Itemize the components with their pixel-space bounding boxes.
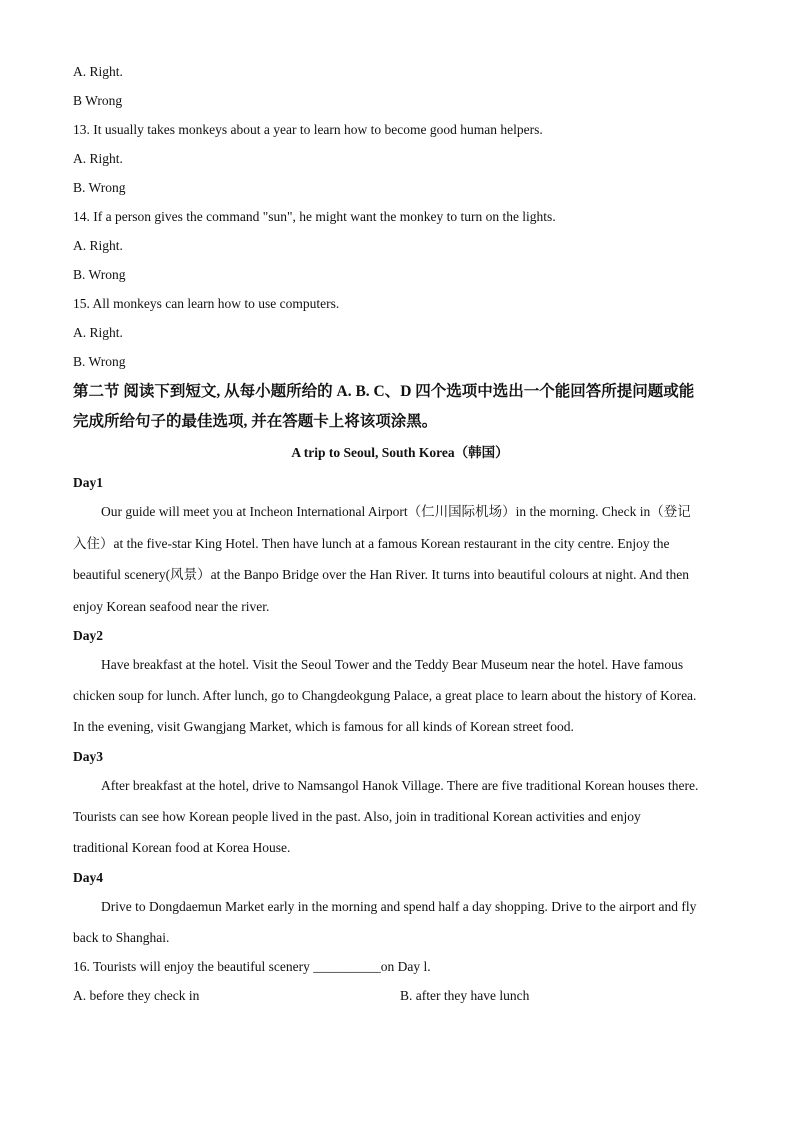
q14-stem: 14. If a person gives the command "sun", he might want the monkey to turn on the lights. — [73, 209, 556, 224]
day1-line: 入住）at the five-star King Hotel. Then have lunch at a famous Korean restaurant in the city centre. Enjoy the — [73, 536, 670, 551]
q12-option-a: A. Right. — [73, 64, 123, 79]
day3-line: traditional Korean food at Korea House. — [73, 840, 291, 855]
day1-line: beautiful scenery(风景）at the Banpo Bridge over the Han River. It turns into beautiful colours at night. And then — [73, 567, 689, 582]
day4-line: back to Shanghai. — [73, 930, 170, 945]
q14-option-b: B. Wrong — [73, 267, 126, 282]
day2-line: chicken soup for lunch. After lunch, go to Changdeokgung Palace, a great place to learn about the history of Korea. — [73, 688, 697, 703]
day2-heading: Day2 — [73, 628, 103, 643]
day1-heading: Day1 — [73, 475, 103, 490]
q13-stem: 13. It usually takes monkeys about a year to learn how to become good human helpers. — [73, 122, 543, 137]
day1-line: enjoy Korean seafood near the river. — [73, 599, 270, 614]
day2-line: In the evening, visit Gwangjang Market, which is famous for all kinds of Korean street food. — [73, 719, 574, 734]
passage-title: A trip to Seoul, South Korea（韩国） — [291, 445, 509, 460]
q16-option-a: A. before they check in — [73, 988, 200, 1003]
day3-heading: Day3 — [73, 749, 103, 764]
q16-stem: 16. Tourists will enjoy the beautiful scenery __________on Day l. — [73, 959, 431, 974]
q14-option-a: A. Right. — [73, 238, 123, 253]
q13-option-b: B. Wrong — [73, 180, 126, 195]
day3-line: Tourists can see how Korean people lived in the past. Also, join in traditional Korean activities and enjoy — [73, 809, 641, 824]
q15-option-a: A. Right. — [73, 325, 123, 340]
section2-instruction-line2: 完成所给句子的最佳选项, 并在答题卡上将该项涂黑。 — [73, 413, 438, 430]
q15-stem: 15. All monkeys can learn how to use computers. — [73, 296, 340, 311]
q12-option-b: B Wrong — [73, 93, 123, 108]
day4-line: Drive to Dongdaemun Market early in the morning and spend half a day shopping. Drive to the airport and fly — [101, 899, 697, 914]
day4-heading: Day4 — [73, 870, 103, 885]
day1-line: Our guide will meet you at Incheon International Airport（仁川国际机场）in the morning. Check in（登记 — [101, 504, 691, 519]
day2-line: Have breakfast at the hotel. Visit the Seoul Tower and the Teddy Bear Museum near the hotel. Have famous — [101, 657, 684, 672]
day3-line: After breakfast at the hotel, drive to Namsangol Hanok Village. There are five traditional Korean houses there. — [101, 778, 699, 793]
section2-instruction-line1: 第二节 阅读下到短文, 从每小题所给的 A. B. C、D 四个选项中选出一个能回答所提问题或能 — [73, 383, 695, 400]
q13-option-a: A. Right. — [73, 151, 123, 166]
q16-option-b: B. after they have lunch — [400, 988, 530, 1003]
q15-option-b: B. Wrong — [73, 354, 126, 369]
